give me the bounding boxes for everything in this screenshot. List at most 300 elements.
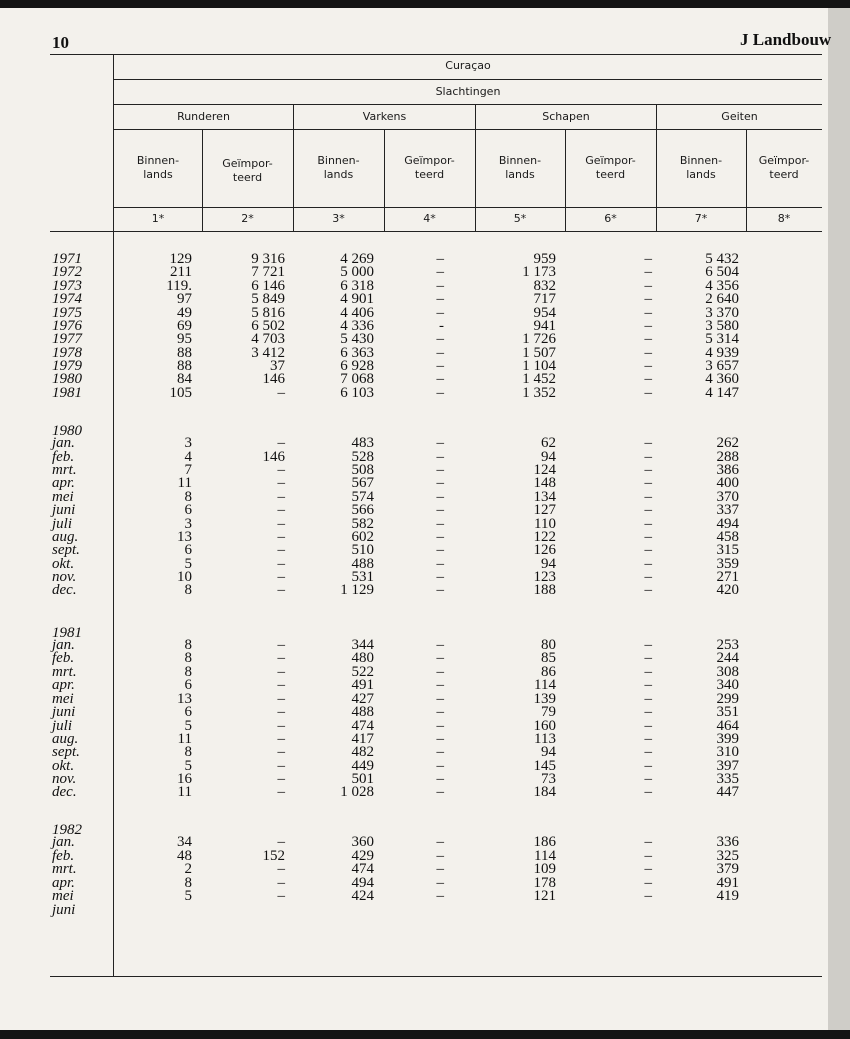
- table-cell: 335: [716, 771, 739, 787]
- month-row-label: okt.: [52, 556, 75, 572]
- column-header-7: Binnen- lands: [679, 154, 723, 181]
- month-row-label: mrt.: [52, 462, 77, 478]
- table-cell: –: [277, 861, 285, 877]
- year-row-label: 1971: [52, 251, 82, 267]
- table-cell: 344: [351, 637, 374, 653]
- table-cell: –: [436, 345, 444, 361]
- table-cell: –: [277, 834, 285, 850]
- table-cell: –: [436, 677, 444, 693]
- table-cell: 420: [716, 582, 739, 598]
- month-row-label: mrt.: [52, 664, 77, 680]
- table-cell: –: [277, 691, 285, 707]
- table-cell: 386: [716, 462, 739, 478]
- month-row-label: dec.: [52, 784, 77, 800]
- table-cell: –: [644, 475, 652, 491]
- table-cell: 4 901: [340, 291, 374, 307]
- table-cell: –: [644, 888, 652, 904]
- table-cell: 134: [533, 489, 556, 505]
- month-row-label: jan.: [52, 435, 75, 451]
- table-cell: 62: [541, 435, 556, 451]
- table-cell: 79: [541, 704, 556, 720]
- table-title: Curaçao: [445, 59, 491, 72]
- column-header-8: Geïmpor- teerd: [758, 154, 810, 181]
- table-cell: 567: [351, 475, 374, 491]
- table-cell: 510: [351, 542, 374, 558]
- table-cell: 5 432: [705, 251, 739, 267]
- table-cell: 113: [534, 731, 556, 747]
- table-cell: –: [436, 305, 444, 321]
- table-cell: 474: [351, 861, 374, 877]
- table-cell: 582: [351, 516, 374, 532]
- table-cell: 49: [177, 305, 192, 321]
- year-row-label: 1976: [52, 318, 82, 334]
- table-cell: 262: [716, 435, 739, 451]
- table-cell: –: [644, 875, 652, 891]
- table-cell: 379: [716, 861, 739, 877]
- table-cell: 494: [351, 875, 374, 891]
- table-cell: –: [644, 449, 652, 465]
- table-cell: –: [644, 861, 652, 877]
- table-cell: –: [436, 718, 444, 734]
- table-cell: 941: [533, 318, 556, 334]
- table-cell: –: [436, 637, 444, 653]
- month-row-label: mei: [52, 691, 74, 707]
- table-cell: –: [644, 305, 652, 321]
- group-schapen: Schapen: [542, 110, 590, 123]
- table-cell: 3 412: [251, 345, 285, 361]
- month-row-label: apr.: [52, 677, 75, 693]
- block-year-heading: 1980: [52, 423, 82, 439]
- table-cell: 6: [184, 542, 192, 558]
- table-cell: 4 939: [705, 345, 739, 361]
- table-cell: 8: [184, 875, 192, 891]
- table-cell: 110: [534, 516, 556, 532]
- month-row-label: juni: [52, 902, 76, 918]
- table-cell: –: [644, 848, 652, 864]
- table-cell: 109: [533, 861, 556, 877]
- table-cell: –: [277, 718, 285, 734]
- table-cell: –: [436, 529, 444, 545]
- table-cell: –: [277, 516, 285, 532]
- year-row-label: 1975: [52, 305, 82, 321]
- table-cell: –: [436, 861, 444, 877]
- table-cell: –: [436, 331, 444, 347]
- table-cell: –: [436, 556, 444, 572]
- table-cell: 114: [534, 848, 556, 864]
- table-cell: 10: [177, 569, 192, 585]
- table-cell: 94: [541, 556, 556, 572]
- table-cell: 419: [716, 888, 739, 904]
- table-cell: –: [644, 251, 652, 267]
- table-cell: 501: [351, 771, 374, 787]
- table-cell: 337: [716, 502, 739, 518]
- group-runderen: Runderen: [177, 110, 230, 123]
- year-row-label: 1980: [52, 371, 82, 387]
- table-cell: –: [436, 758, 444, 774]
- table-cell: 1 028: [340, 784, 374, 800]
- table-cell: 2: [184, 861, 192, 877]
- rule-bottom: [50, 976, 822, 977]
- table-cell: 84: [177, 371, 192, 387]
- table-cell: 16: [177, 771, 192, 787]
- year-row-label: 1979: [52, 358, 82, 374]
- table-cell: 308: [716, 664, 739, 680]
- table-cell: 94: [541, 449, 556, 465]
- table-cell: 491: [351, 677, 374, 693]
- table-cell: 488: [351, 556, 374, 572]
- table-cell: 69: [177, 318, 192, 334]
- table-cell: 1 104: [522, 358, 556, 374]
- table-cell: 5 314: [705, 331, 739, 347]
- table-cell: 178: [533, 875, 556, 891]
- rule-header-bottom: [50, 231, 822, 232]
- table-cell: –: [277, 650, 285, 666]
- table-cell: –: [644, 502, 652, 518]
- table-cell: 86: [541, 664, 556, 680]
- table-cell: 336: [716, 834, 739, 850]
- column-number-3: 3*: [332, 212, 345, 225]
- group-varkens: Varkens: [362, 110, 407, 123]
- table-cell: 8: [184, 637, 192, 653]
- table-cell: 186: [533, 834, 556, 850]
- table-cell: 340: [716, 677, 739, 693]
- month-row-label: feb.: [52, 848, 75, 864]
- table-cell: 417: [351, 731, 374, 747]
- table-cell: –: [436, 834, 444, 850]
- table-cell: –: [277, 475, 285, 491]
- table-cell: 3 580: [705, 318, 739, 334]
- table-cell: 288: [716, 449, 739, 465]
- table-cell: –: [644, 731, 652, 747]
- table-cell: 359: [716, 556, 739, 572]
- table-cell: –: [277, 435, 285, 451]
- table-cell: –: [644, 462, 652, 478]
- table-cell: 114: [534, 677, 556, 693]
- column-number-1: 1*: [151, 212, 165, 225]
- table-cell: –: [436, 489, 444, 505]
- table-cell: 299: [716, 691, 739, 707]
- table-cell: –: [436, 664, 444, 680]
- table-cell: -: [439, 318, 444, 334]
- table-cell: –: [436, 650, 444, 666]
- table-cell: –: [436, 502, 444, 518]
- table-cell: 4 703: [251, 331, 285, 347]
- table-cell: 954: [533, 305, 556, 321]
- table-cell: –: [436, 358, 444, 374]
- table-cell: –: [436, 462, 444, 478]
- table-cell: 88: [177, 345, 192, 361]
- month-row-label: feb.: [52, 449, 75, 465]
- table-cell: 574: [351, 489, 374, 505]
- table-cell: 7: [184, 462, 192, 478]
- table-cell: 6 146: [251, 278, 285, 294]
- table-cell: 1 129: [340, 582, 374, 598]
- table-cell: –: [277, 758, 285, 774]
- table-cell: 94: [541, 744, 556, 760]
- table-cell: 458: [716, 529, 739, 545]
- year-row-label: 1973: [52, 278, 82, 294]
- month-row-label: mrt.: [52, 861, 77, 877]
- month-row-label: juni: [52, 502, 76, 518]
- table-cell: 13: [177, 529, 192, 545]
- table-cell: 360: [351, 834, 374, 850]
- table-cell: –: [644, 691, 652, 707]
- table-cell: 11: [177, 784, 192, 800]
- table-cell: 4 406: [340, 305, 374, 321]
- rule-colnames: [114, 207, 822, 208]
- table-cell: 5 430: [340, 331, 374, 347]
- table-cell: 315: [716, 542, 739, 558]
- table-cell: –: [277, 784, 285, 800]
- table-cell: 129: [169, 251, 192, 267]
- table-cell: –: [436, 251, 444, 267]
- table-cell: –: [644, 331, 652, 347]
- table-cell: –: [644, 291, 652, 307]
- table-cell: 3: [184, 435, 192, 451]
- table-cell: –: [644, 516, 652, 532]
- column-header-4: Geïmpor- teerd: [404, 154, 455, 181]
- month-row-label: apr.: [52, 475, 75, 491]
- column-number-7: 7*: [694, 212, 708, 225]
- table-cell: 6: [184, 677, 192, 693]
- table-cell: 73: [541, 771, 556, 787]
- table-cell: –: [644, 345, 652, 361]
- group-geiten: Geiten: [721, 110, 758, 123]
- month-row-label: nov.: [52, 771, 77, 787]
- table-cell: –: [436, 582, 444, 598]
- table-cell: –: [644, 718, 652, 734]
- rule-groups: [114, 129, 822, 130]
- month-row-label: juli: [52, 718, 73, 734]
- table-cell: –: [436, 569, 444, 585]
- table-cell: –: [436, 744, 444, 760]
- table-subtitle: Slachtingen: [435, 85, 501, 98]
- table-cell: 5: [184, 556, 192, 572]
- page-edge: [828, 8, 850, 1030]
- table-cell: –: [436, 784, 444, 800]
- rule-subtitle: [114, 104, 822, 105]
- table-cell: 7 068: [340, 371, 374, 387]
- month-row-label: nov.: [52, 569, 77, 585]
- table-cell: 832: [533, 278, 556, 294]
- year-row-label: 1972: [52, 264, 82, 280]
- column-header-1: Binnen- lands: [136, 154, 180, 181]
- table-cell: –: [277, 462, 285, 478]
- month-row-label: jan.: [52, 834, 75, 850]
- table-cell: –: [436, 516, 444, 532]
- table-cell: 6 502: [251, 318, 285, 334]
- month-row-label: aug.: [52, 731, 79, 747]
- table-cell: 4 360: [705, 371, 739, 387]
- table-cell: 424: [351, 888, 374, 904]
- table-cell: 6 363: [340, 345, 374, 361]
- table-cell: –: [436, 435, 444, 451]
- table-cell: –: [644, 278, 652, 294]
- table-cell: 8: [184, 664, 192, 680]
- table-cell: 508: [351, 462, 374, 478]
- table-cell: 13: [177, 691, 192, 707]
- table-cell: –: [277, 771, 285, 787]
- table-cell: 522: [351, 664, 374, 680]
- table-cell: 4 336: [340, 318, 374, 334]
- table-cell: 480: [351, 650, 374, 666]
- table-cell: 5 849: [251, 291, 285, 307]
- table-cell: 528: [351, 449, 374, 465]
- table-cell: –: [436, 731, 444, 747]
- table-cell: 1 352: [522, 385, 556, 401]
- table-cell: 351: [716, 704, 739, 720]
- table-cell: 6 504: [705, 264, 739, 280]
- table-cell: –: [644, 771, 652, 787]
- table-cell: 152: [262, 848, 285, 864]
- table-cell: 122: [533, 529, 556, 545]
- table-cell: 483: [351, 435, 374, 451]
- table-cell: 6 103: [340, 385, 374, 401]
- table-cell: 146: [262, 371, 285, 387]
- table-cell: 6 318: [340, 278, 374, 294]
- table-cell: –: [644, 489, 652, 505]
- column-number-5: 5*: [513, 212, 527, 225]
- table-cell: 119.: [166, 278, 192, 294]
- table-cell: 5 000: [340, 264, 374, 280]
- year-row-label: 1981: [52, 385, 82, 401]
- table-cell: 400: [716, 475, 739, 491]
- table-cell: 6 928: [340, 358, 374, 374]
- table-cell: –: [277, 664, 285, 680]
- table-cell: 184: [533, 784, 556, 800]
- column-number-4: 4*: [423, 212, 436, 225]
- table-cell: 717: [533, 291, 556, 307]
- table-cell: 148: [533, 475, 556, 491]
- block-year-heading: 1981: [52, 625, 82, 641]
- table-cell: 126: [533, 542, 556, 558]
- table-cell: 325: [716, 848, 739, 864]
- table-cell: –: [644, 542, 652, 558]
- table-cell: –: [436, 278, 444, 294]
- page-number: 10: [52, 33, 69, 52]
- table-cell: –: [644, 556, 652, 572]
- year-row-label: 1974: [52, 291, 82, 307]
- year-row-label: 1978: [52, 345, 82, 361]
- block-year-heading: 1982: [52, 822, 82, 838]
- table-cell: 271: [716, 569, 739, 585]
- table-cell: 3: [184, 516, 192, 532]
- table-cell: –: [644, 677, 652, 693]
- table-cell: 449: [351, 758, 374, 774]
- table-cell: 34: [177, 834, 192, 850]
- table-cell: 6: [184, 502, 192, 518]
- column-number-6: 6*: [604, 212, 617, 225]
- table-cell: 427: [351, 691, 374, 707]
- table-cell: 370: [716, 489, 739, 505]
- year-row-label: 1977: [52, 331, 82, 347]
- table-cell: –: [436, 264, 444, 280]
- month-row-label: mei: [52, 489, 74, 505]
- rule-title: [114, 79, 822, 80]
- table-cell: –: [644, 318, 652, 334]
- table-cell: –: [644, 358, 652, 374]
- table-cell: 244: [716, 650, 739, 666]
- table-cell: 4 147: [705, 385, 739, 401]
- table-cell: 310: [716, 744, 739, 760]
- table-cell: –: [277, 529, 285, 545]
- table-cell: 491: [716, 875, 739, 891]
- table-cell: 3 657: [705, 358, 739, 374]
- table-cell: –: [436, 385, 444, 401]
- table-cell: 11: [177, 475, 192, 491]
- month-row-label: mei: [52, 888, 74, 904]
- table-cell: 253: [716, 637, 739, 653]
- table-cell: –: [436, 691, 444, 707]
- table-cell: 6: [184, 704, 192, 720]
- table-cell: 1 507: [522, 345, 556, 361]
- table-cell: 88: [177, 358, 192, 374]
- table-cell: 3 370: [705, 305, 739, 321]
- table-cell: 494: [716, 516, 739, 532]
- month-row-label: okt.: [52, 758, 75, 774]
- table-cell: 5 816: [251, 305, 285, 321]
- table-cell: 9 316: [251, 251, 285, 267]
- table-cell: 95: [177, 331, 192, 347]
- table-cell: 5: [184, 888, 192, 904]
- table-cell: 48: [177, 848, 192, 864]
- table-cell: 11: [177, 731, 192, 747]
- table-cell: 566: [351, 502, 374, 518]
- table-cell: –: [644, 529, 652, 545]
- column-number-8: 8*: [777, 212, 791, 225]
- table-cell: 8: [184, 489, 192, 505]
- table-cell: 4 356: [705, 278, 739, 294]
- table-cell: 1 173: [522, 264, 556, 280]
- table-cell: –: [644, 784, 652, 800]
- table-cell: –: [436, 371, 444, 387]
- table-cell: 474: [351, 718, 374, 734]
- table-cell: 5: [184, 718, 192, 734]
- month-row-label: sept.: [52, 744, 80, 760]
- table-cell: 482: [351, 744, 374, 760]
- table-cell: –: [277, 888, 285, 904]
- month-row-label: feb.: [52, 650, 75, 666]
- table-cell: –: [644, 385, 652, 401]
- table-cell: 1 452: [522, 371, 556, 387]
- table-cell: –: [436, 449, 444, 465]
- column-header-2: Geïmpor- teerd: [222, 157, 273, 184]
- table-cell: 80: [541, 637, 556, 653]
- column-header-6: Geïmpor- teerd: [585, 154, 636, 181]
- table-cell: –: [644, 371, 652, 387]
- table-cell: 2 640: [705, 291, 739, 307]
- table-cell: –: [436, 848, 444, 864]
- table-cell: 145: [533, 758, 556, 774]
- table-cell: –: [644, 582, 652, 598]
- month-row-label: apr.: [52, 875, 75, 891]
- table-cell: 531: [351, 569, 374, 585]
- table-cell: 8: [184, 582, 192, 598]
- month-row-label: dec.: [52, 582, 77, 598]
- month-row-label: aug.: [52, 529, 79, 545]
- column-header-3: Binnen- lands: [317, 154, 360, 181]
- table-cell: 124: [533, 462, 556, 478]
- table-cell: –: [277, 704, 285, 720]
- table-cell: 447: [716, 784, 739, 800]
- table-cell: –: [277, 875, 285, 891]
- table-cell: –: [644, 435, 652, 451]
- table-cell: 602: [351, 529, 374, 545]
- table-cell: 397: [716, 758, 739, 774]
- table-cell: –: [277, 582, 285, 598]
- table-cell: –: [277, 744, 285, 760]
- table-cell: 8: [184, 650, 192, 666]
